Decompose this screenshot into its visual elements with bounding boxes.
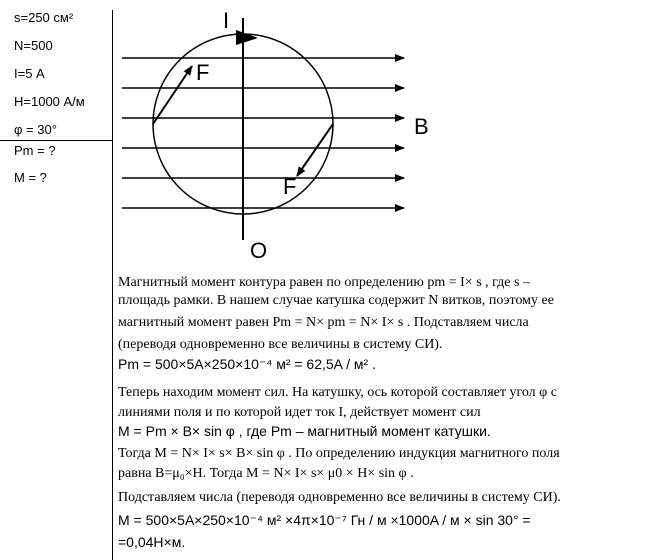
label-axis-o: O (250, 238, 268, 263)
formula-m-result: =0,04H×м. (118, 534, 186, 550)
text-line: площадь рамки. В нашем случае катушка содержит N витков, поэтому ее (118, 293, 554, 308)
formula-m-numeric: M = 500×5A×250×10⁻⁴ м² ×4π×10⁻⁷ Гн / м ×1000A / м × sin 30° = (118, 512, 531, 528)
given-current: I=5 А (14, 66, 45, 81)
formula-m-general: M = Pm × B× sin φ , где Pm – магнитный момент катушки. (118, 423, 491, 439)
text-line: линиями поля и по которой идет ток I, действует момент сил (118, 405, 481, 420)
text-line: Теперь находим момент сил. На катушку, ось которой составляет угол φ с (118, 385, 557, 400)
text-line: магнитный момент равен Pm = N× pm = N× I× s . Подставляем числа (118, 315, 529, 330)
label-force-left: F (196, 60, 210, 85)
unknown-m: M = ? (14, 170, 47, 185)
text-line: (переводя одновременно все величины в систему СИ). (118, 337, 443, 352)
given-angle: φ = 30° (14, 122, 57, 137)
coil-diagram (0, 0, 671, 270)
text-line: равна B=μ₀×H. Тогда M = N× I× s× μ0 × H× sin φ . (118, 466, 414, 481)
current-direction-arrow (236, 30, 258, 45)
force-arrow-left (153, 66, 192, 124)
formula-pm: Pm = 500×5A×250×10⁻⁴ м² = 62,5A / м² . (118, 356, 376, 372)
given-turns: N=500 (14, 38, 53, 53)
unknown-pm: Pm = ? (14, 143, 56, 158)
given-field-strength: H=1000 А/м (14, 94, 85, 109)
text-line: Магнитный момент контура равен по определению pm = I× s , где s – (118, 275, 530, 290)
text-line: Подставляем числа (переводя одновременно все величины в систему СИ). (118, 490, 561, 505)
label-current: I (223, 8, 230, 33)
label-field-b: B (414, 114, 429, 139)
given-area: s=250 см² (14, 10, 74, 25)
text-line: Тогда M = N× I× s× B× sin φ . По определению индукция магнитного поля (118, 446, 560, 461)
label-force-right: F (283, 174, 297, 199)
force-arrow-right (297, 124, 333, 176)
